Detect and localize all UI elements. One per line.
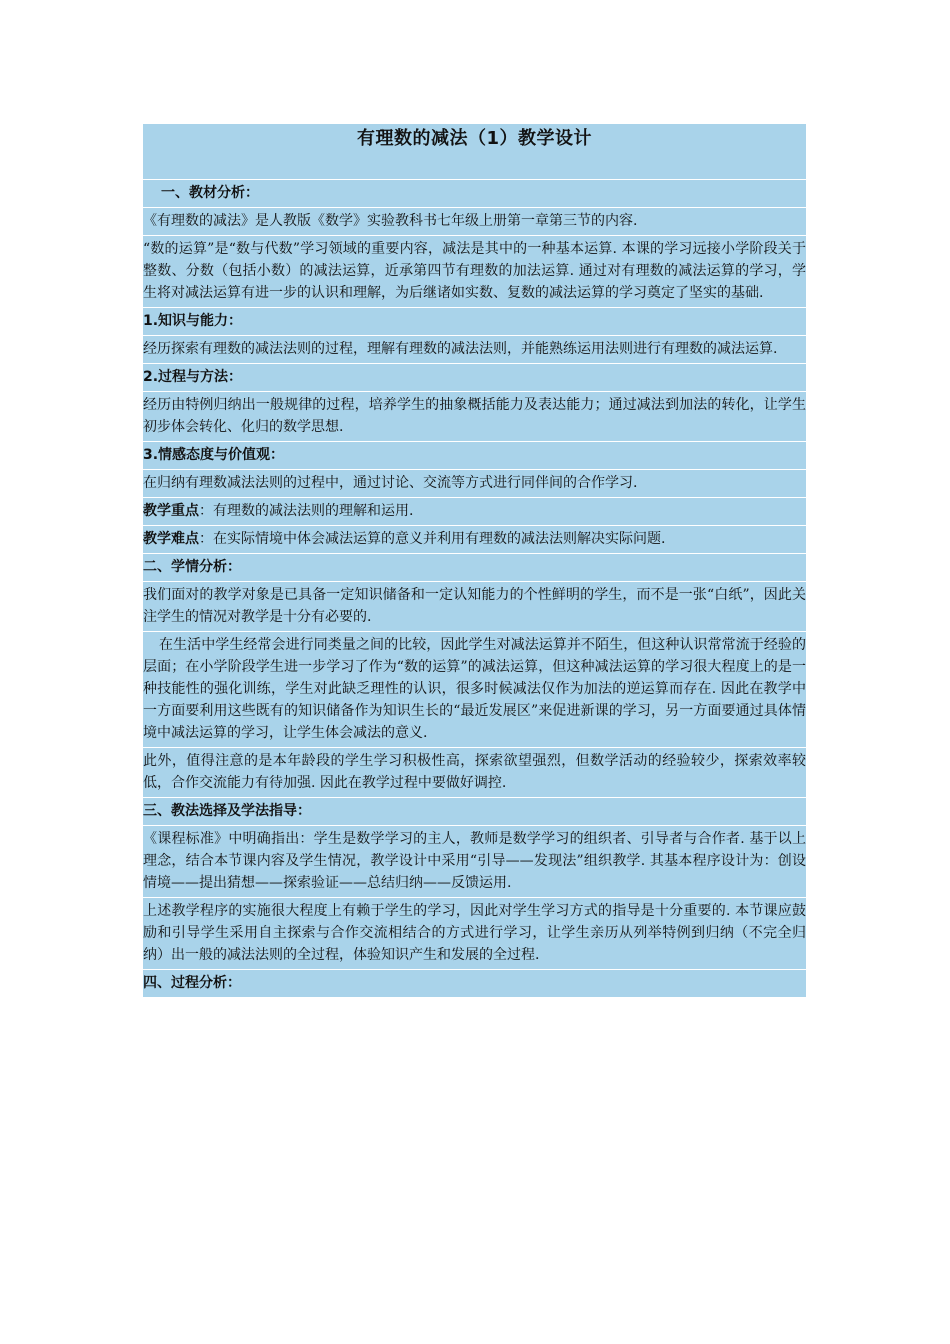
section-heading-methods: 三、教法选择及学法指导：	[143, 798, 806, 826]
title-block	[143, 124, 806, 180]
paragraph: 《课程标准》中明确指出：学生是数学学习的主人，教师是数学学习的组织者、引导者与合作者. 基于以上理念，结合本节课内容及学生情况，教学设计中采用“引导——发现法”组织教学. 其基本程序设计为：创设情境——提出猜想——探索验证——总结归纳——反馈运用.	[143, 826, 806, 898]
section-heading-process-analysis: 四、过程分析：	[143, 970, 806, 998]
teaching-key-point	[143, 498, 806, 526]
paragraph: 我们面对的教学对象是已具备一定知识储备和一定认知能力的个性鲜明的学生，而不是一张“白纸”，因此关注学生的情况对教学是十分有必要的.	[143, 582, 806, 632]
subheading-process: 2.过程与方法：	[143, 364, 806, 392]
paragraph: 经历探索有理数的减法法则的过程，理解有理数的减法法则，并能熟练运用法则进行有理数的减法运算.	[143, 336, 806, 364]
key-point-text: ：有理数的减法法则的理解和运用.	[199, 503, 414, 519]
subheading-attitude: 3.情感态度与价值观：	[143, 442, 806, 470]
difficulty-label: 教学难点	[143, 531, 199, 547]
difficulty-text: ：在实际情境中体会减法运算的意义并利用有理数的减法法则解决实际问题.	[199, 531, 666, 547]
paragraph: 经历由特例归纳出一般规律的过程，培养学生的抽象概括能力及表达能力；通过减法到加法的转化，让学生初步体会转化、化归的数学思想.	[143, 392, 806, 442]
paragraph: 上述教学程序的实施很大程度上有赖于学生的学习，因此对学生学习方式的指导是十分重要的. 本节课应鼓励和引导学生采用自主探索与合作交流相结合的方式进行学习，让学生亲历从列举特例到归纳（不完全归纳）出一般的减法法则的全过程，体验知识产生和发展的全过程.	[143, 898, 806, 970]
teaching-difficulty	[143, 526, 806, 554]
paragraph: “数的运算”是“数与代数”学习领域的重要内容，减法是其中的一种基本运算. 本课的学习远接小学阶段关于整数、分数（包括小数）的减法运算，近承第四节有理数的加法运算. 通过对有理数的减法运算的学习，学生将对减法运算有进一步的认识和理解，为后继诸如实数、复数的减法运算的学习奠定了坚实的基础.	[143, 236, 806, 308]
document-title: 有理数的减法（1）教学设计	[356, 128, 593, 149]
subheading-knowledge: 1.知识与能力：	[143, 308, 806, 336]
document-page	[143, 124, 806, 998]
paragraph: 《有理数的减法》是人教版《数学》实验教科书七年级上册第一章第三节的内容.	[143, 208, 806, 236]
section-heading-textbook-analysis: 一、教材分析：	[143, 180, 806, 208]
paragraph: 此外，值得注意的是本年龄段的学生学习积极性高，探索欲望强烈，但数学活动的经验较少，探索效率较低，合作交流能力有待加强. 因此在教学过程中要做好调控.	[143, 748, 806, 798]
paragraph: 在生活中学生经常会进行同类量之间的比较，因此学生对减法运算并不陌生，但这种认识常常流于经验的层面；在小学阶段学生进一步学习了作为“数的运算”的减法运算，但这种减法运算的学习很大程度上的是一种技能性的强化训练，学生对此缺乏理性的认识，很多时候减法仅作为加法的逆运算而存在. 因此在教学中一方面要利用这些既有的知识储备作为知识生长的“最近发展区”来促进新课的学习，另一方面要通过具体情境中减法运算的学习，让学生体会减法的意义.	[143, 632, 806, 748]
section-heading-student-analysis: 二、学情分析：	[143, 554, 806, 582]
key-point-label: 教学重点	[143, 503, 199, 519]
paragraph: 在归纳有理数减法法则的过程中，通过讨论、交流等方式进行同伴间的合作学习.	[143, 470, 806, 498]
